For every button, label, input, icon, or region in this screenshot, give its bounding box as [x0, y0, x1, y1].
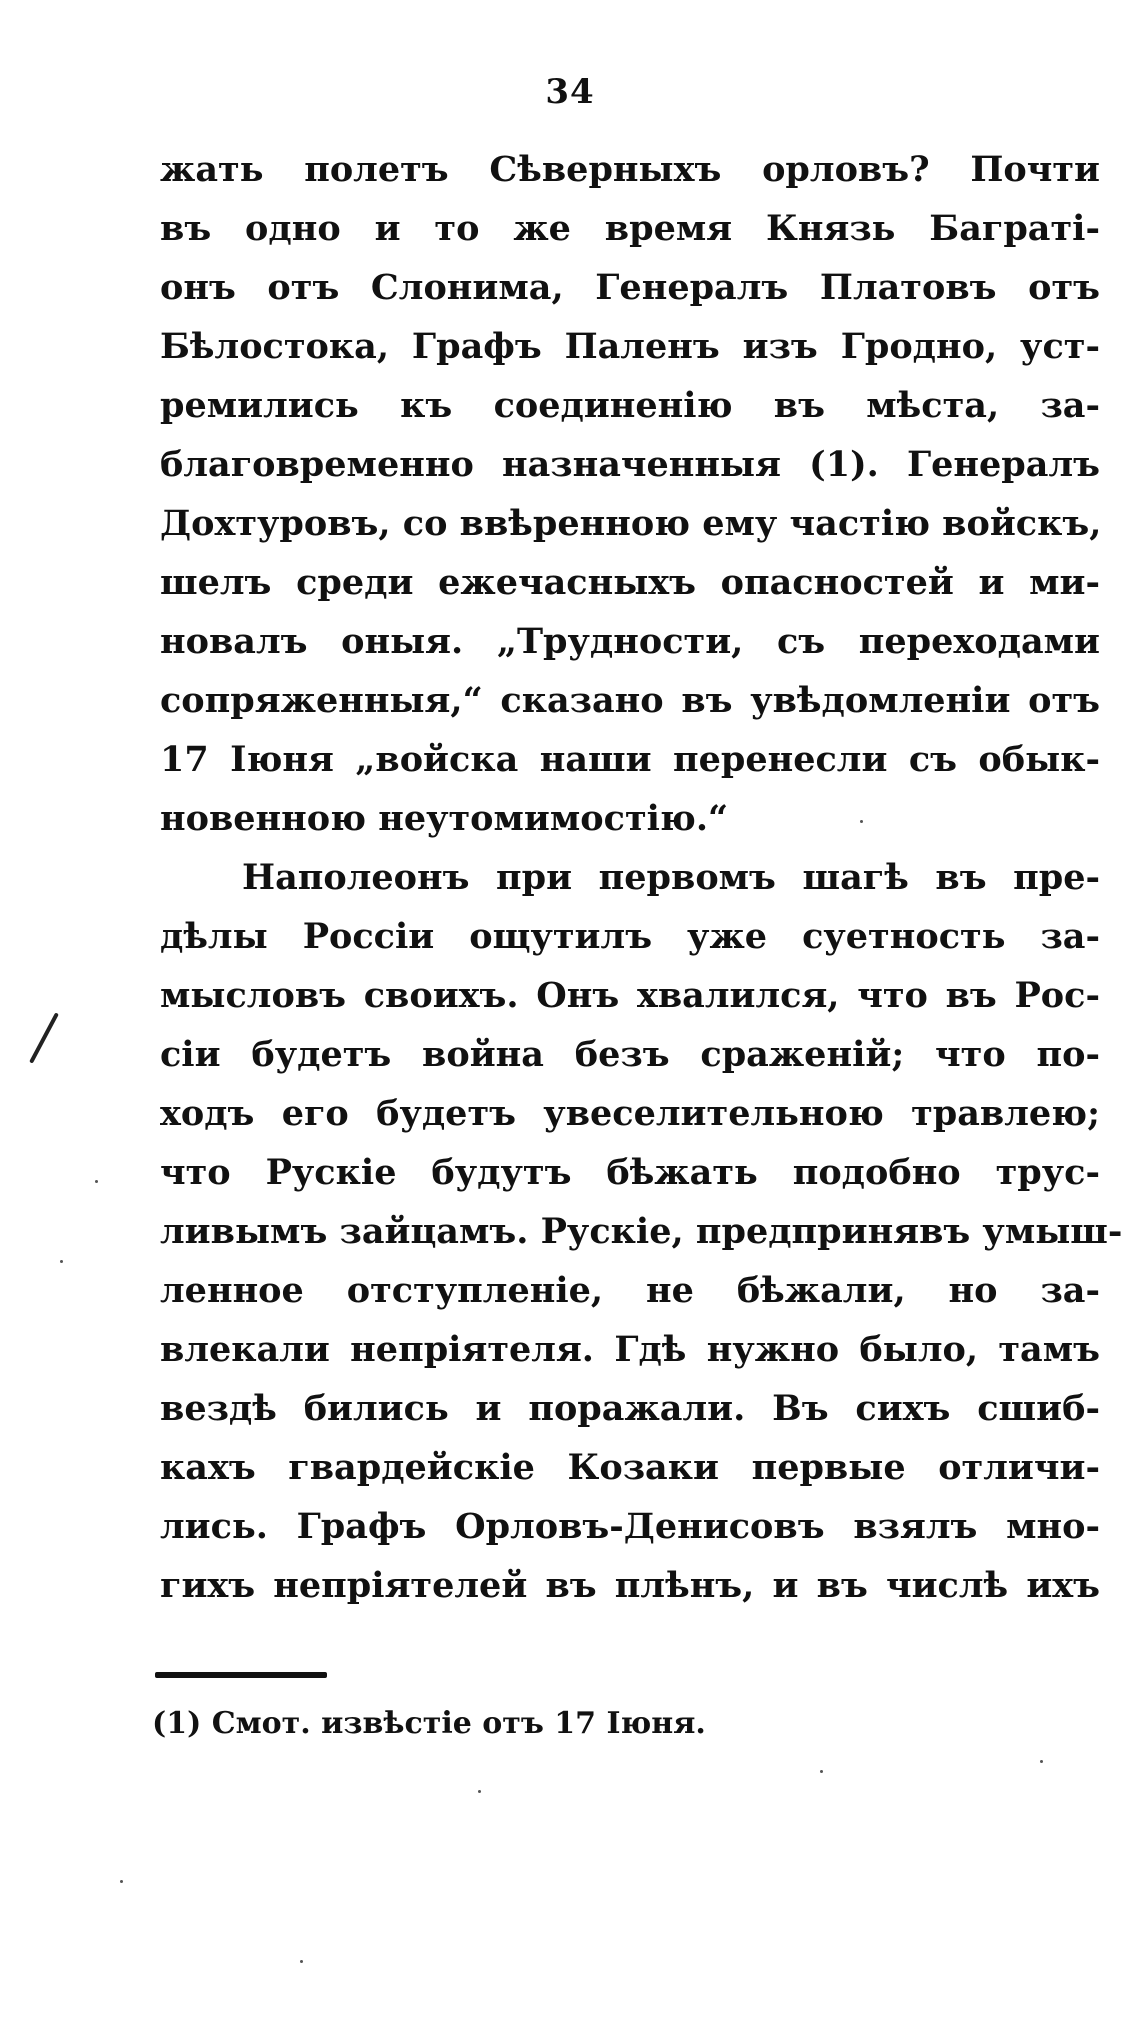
body-text	[160, 140, 1123, 1615]
text-line: что Рускiе будутъ бѣжать подобно трус-	[160, 1152, 1100, 1193]
paper-speck	[820, 1770, 823, 1773]
margin-mark	[29, 1012, 59, 1063]
paper-speck	[1040, 1760, 1043, 1763]
text-line: 17 Iюня „войска наши перенесли съ обык-	[160, 739, 1100, 780]
paper-speck	[860, 820, 863, 823]
text-line: влекали непрiятеля. Гдѣ нужно было, тамъ	[160, 1329, 1100, 1370]
text-line: новенною неутомимостiю.“	[160, 798, 729, 839]
text-line: ремились къ соединенiю въ мѣста, за-	[160, 385, 1100, 426]
text-line: Бѣлостока, Графъ Паленъ изъ Гродно, уст-	[160, 326, 1100, 367]
text-line: новалъ оныя. „Трудности, съ переходами	[160, 621, 1100, 662]
text-line: вездѣ бились и поражали. Въ сихъ сшиб-	[160, 1388, 1100, 1429]
text-line: сiи будетъ война безъ сраженiй; что по-	[160, 1034, 1100, 1075]
text-line: въ одно и то же время Князь Багратi-	[160, 208, 1100, 249]
text-line: мысловъ своихъ. Онъ хвалился, что въ Рос-	[160, 975, 1100, 1016]
footnote-rule	[155, 1672, 327, 1678]
paper-speck	[478, 1790, 481, 1793]
text-line: благовременно назначенныя (1). Генералъ	[160, 444, 1100, 485]
text-line: кахъ гвардейскiе Козаки первые отличи-	[160, 1447, 1100, 1488]
paper-speck	[120, 1880, 123, 1883]
footnote: (1) Смот. извѣстiе отъ 17 Iюня.	[152, 1706, 706, 1741]
paper-speck	[95, 1180, 98, 1183]
page-number: 34	[545, 72, 595, 112]
paper-speck	[60, 1260, 63, 1263]
text-line: гихъ непрiятелей въ плѣнъ, и въ числѣ ихъ	[160, 1565, 1100, 1606]
text-line: Наполеонъ при первомъ шагѣ въ пре-	[242, 857, 1100, 898]
text-line: сопряженныя,“ сказано въ увѣдомленiи отъ	[160, 680, 1100, 721]
text-line: ленное отступленiе, не бѣжали, но за-	[160, 1270, 1100, 1311]
text-line: дѣлы Россiи ощутилъ уже суетность за-	[160, 916, 1100, 957]
text-line: онъ отъ Слонима, Генералъ Платовъ отъ	[160, 267, 1100, 308]
text-line: лись. Графъ Орловъ-Денисовъ взялъ мно-	[160, 1506, 1100, 1547]
text-line: шелъ среди ежечасныхъ опасностей и ми-	[160, 562, 1100, 603]
text-line: Дохтуровъ, со ввѣренною ему частiю войскъ,	[160, 503, 1102, 544]
paper-speck	[300, 1960, 303, 1963]
text-line: жать полетъ Сѣверныхъ орловъ? Почти	[160, 149, 1100, 190]
text-line: ходъ его будетъ увеселительною травлею;	[160, 1093, 1100, 1134]
text-line: ливымъ зайцамъ. Рускiе, предпринявъ умыш-	[160, 1211, 1123, 1252]
